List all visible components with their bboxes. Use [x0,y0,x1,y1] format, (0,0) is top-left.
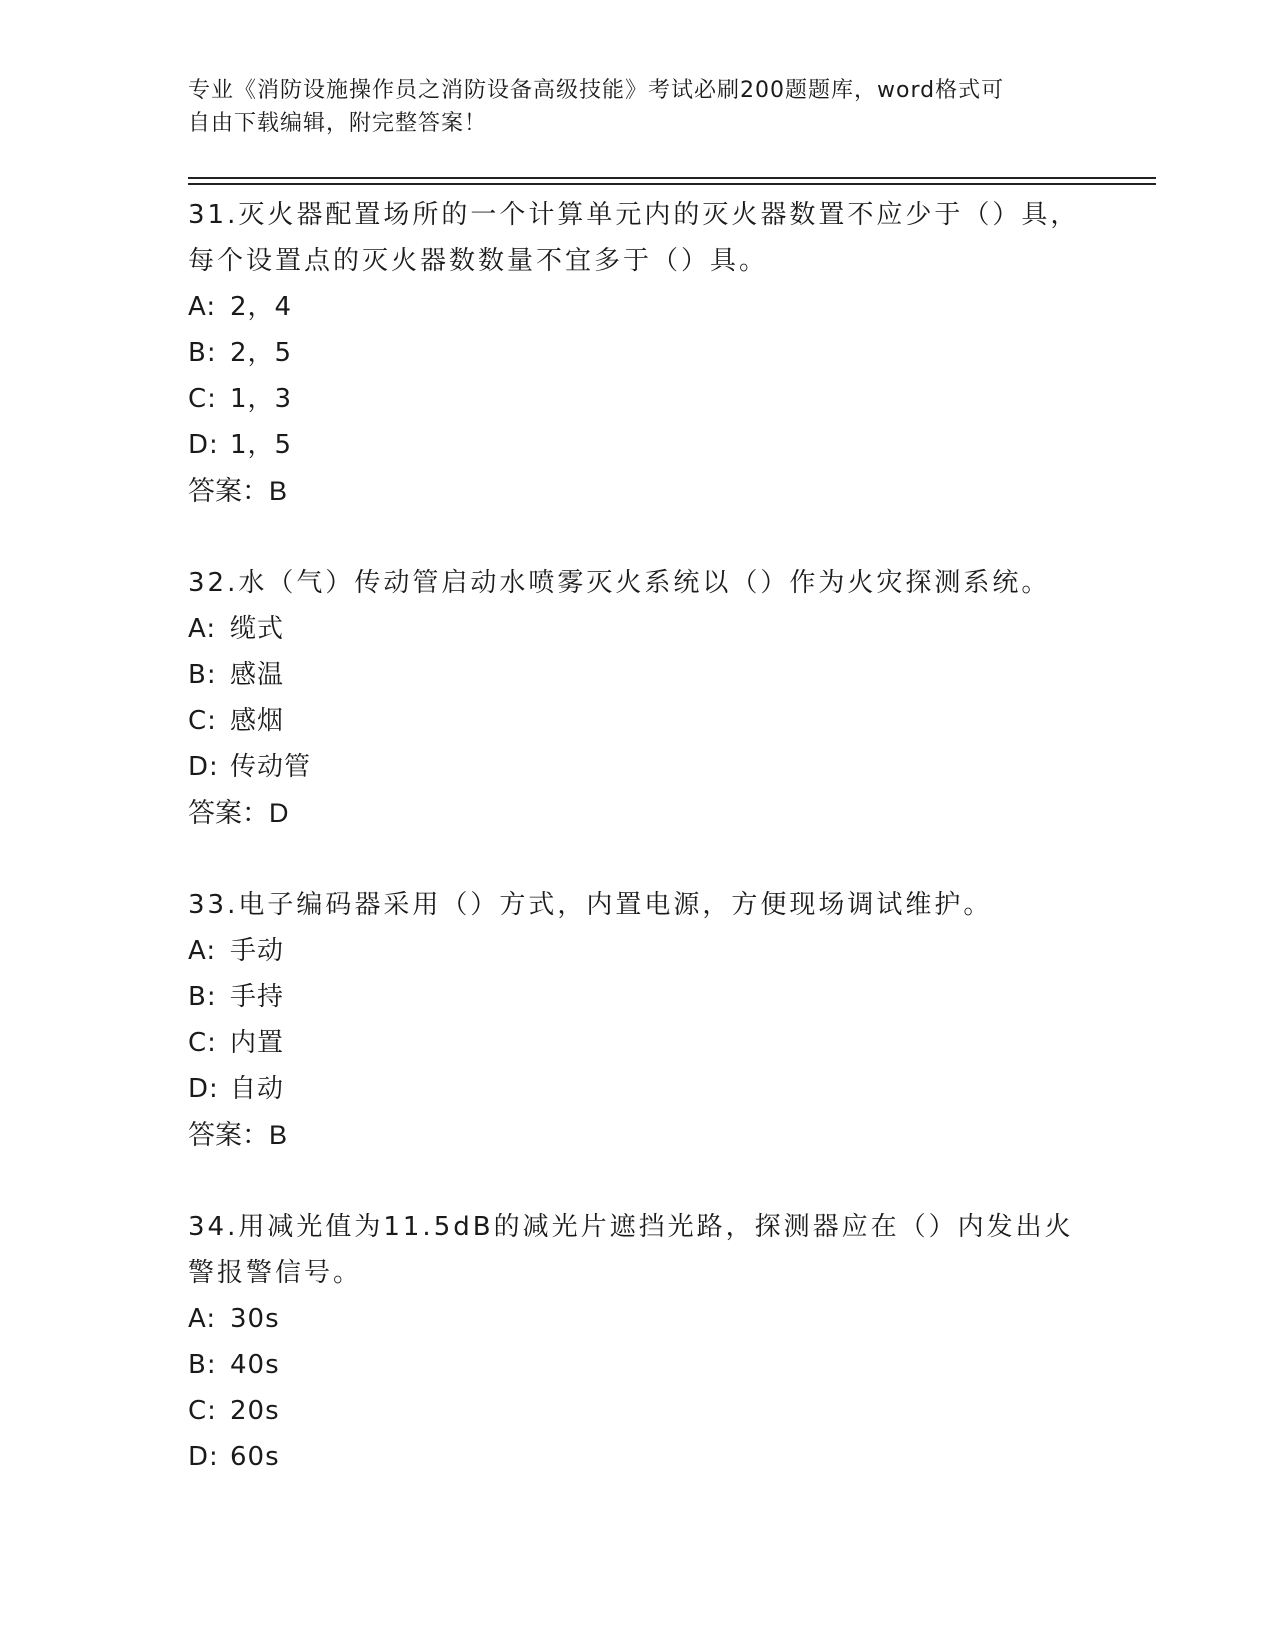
question-text-continued: 警报警信号。 [188,1258,363,1288]
header-divider-bottom [188,183,1156,185]
header-divider-top [188,177,1156,179]
option-letter: A: [188,1304,217,1334]
option-text: 内置 [230,1028,285,1058]
option-text: 感烟 [230,706,285,736]
option-letter: C: [188,1396,217,1426]
option-c [188,698,1088,744]
question-list [188,192,1088,1526]
option-text: 1，3 [230,384,293,414]
option-letter: A: [188,614,217,644]
option-c [188,376,1088,422]
header-line-1: 专业《消防设施操作员之消防设备高级技能》考试必刷200题题库，word格式可 [188,78,1005,103]
option-letter: D: [188,752,219,782]
question-31 [188,192,1088,514]
option-a [188,1296,1088,1342]
option-text: 2，4 [230,292,293,322]
question-text: 33.电子编码器采用（）方式，内置电源，方便现场调试维护。 [188,890,993,920]
question-34 [188,1204,1088,1480]
option-letter: D: [188,430,219,460]
option-b [188,974,1088,1020]
option-letter: B: [188,982,217,1012]
answer-label: 答案：B [188,476,288,506]
option-text: 60s [230,1442,280,1472]
option-text: 30s [230,1304,280,1334]
option-a [188,284,1088,330]
question-33 [188,882,1088,1158]
option-text: 自动 [230,1074,285,1104]
option-letter: B: [188,660,217,690]
option-letter: B: [188,338,217,368]
question-text: 34.用减光值为11.5dB的减光片遮挡光路，探测器应在（）内发出火 [188,1212,1074,1242]
question-text-continued: 每个设置点的灭火器数数量不宜多于（）具。 [188,246,769,276]
option-text: 传动管 [230,752,312,782]
question-32 [188,560,1088,836]
document-header [188,74,1088,140]
option-d [188,744,1088,790]
question-text: 31.灭火器配置场所的一个计算单元内的灭火器数置不应少于（）具， [188,200,1080,230]
answer-label: 答案：B [188,1120,288,1150]
option-letter: D: [188,1074,219,1104]
option-text: 缆式 [230,614,285,644]
option-d [188,1066,1088,1112]
option-text: 2，5 [230,338,293,368]
option-letter: C: [188,706,217,736]
option-d [188,1434,1088,1480]
option-a [188,606,1088,652]
option-c [188,1020,1088,1066]
header-line-2: 自由下载编辑，附完整答案！ [188,111,488,136]
option-b [188,1342,1088,1388]
option-text: 40s [230,1350,280,1380]
option-letter: C: [188,1028,217,1058]
option-a [188,928,1088,974]
option-text: 1，5 [230,430,293,460]
option-letter: D: [188,1442,219,1472]
option-b [188,652,1088,698]
option-d [188,422,1088,468]
option-letter: B: [188,1350,217,1380]
option-c [188,1388,1088,1434]
option-text: 手动 [230,936,285,966]
option-b [188,330,1088,376]
option-letter: A: [188,292,217,322]
option-letter: C: [188,384,217,414]
option-text: 20s [230,1396,280,1426]
option-text: 感温 [230,660,285,690]
answer-label: 答案：D [188,798,289,828]
option-letter: A: [188,936,217,966]
option-text: 手持 [230,982,285,1012]
question-text: 32.水（气）传动管启动水喷雾灭火系统以（）作为火灾探测系统。 [188,568,1051,598]
